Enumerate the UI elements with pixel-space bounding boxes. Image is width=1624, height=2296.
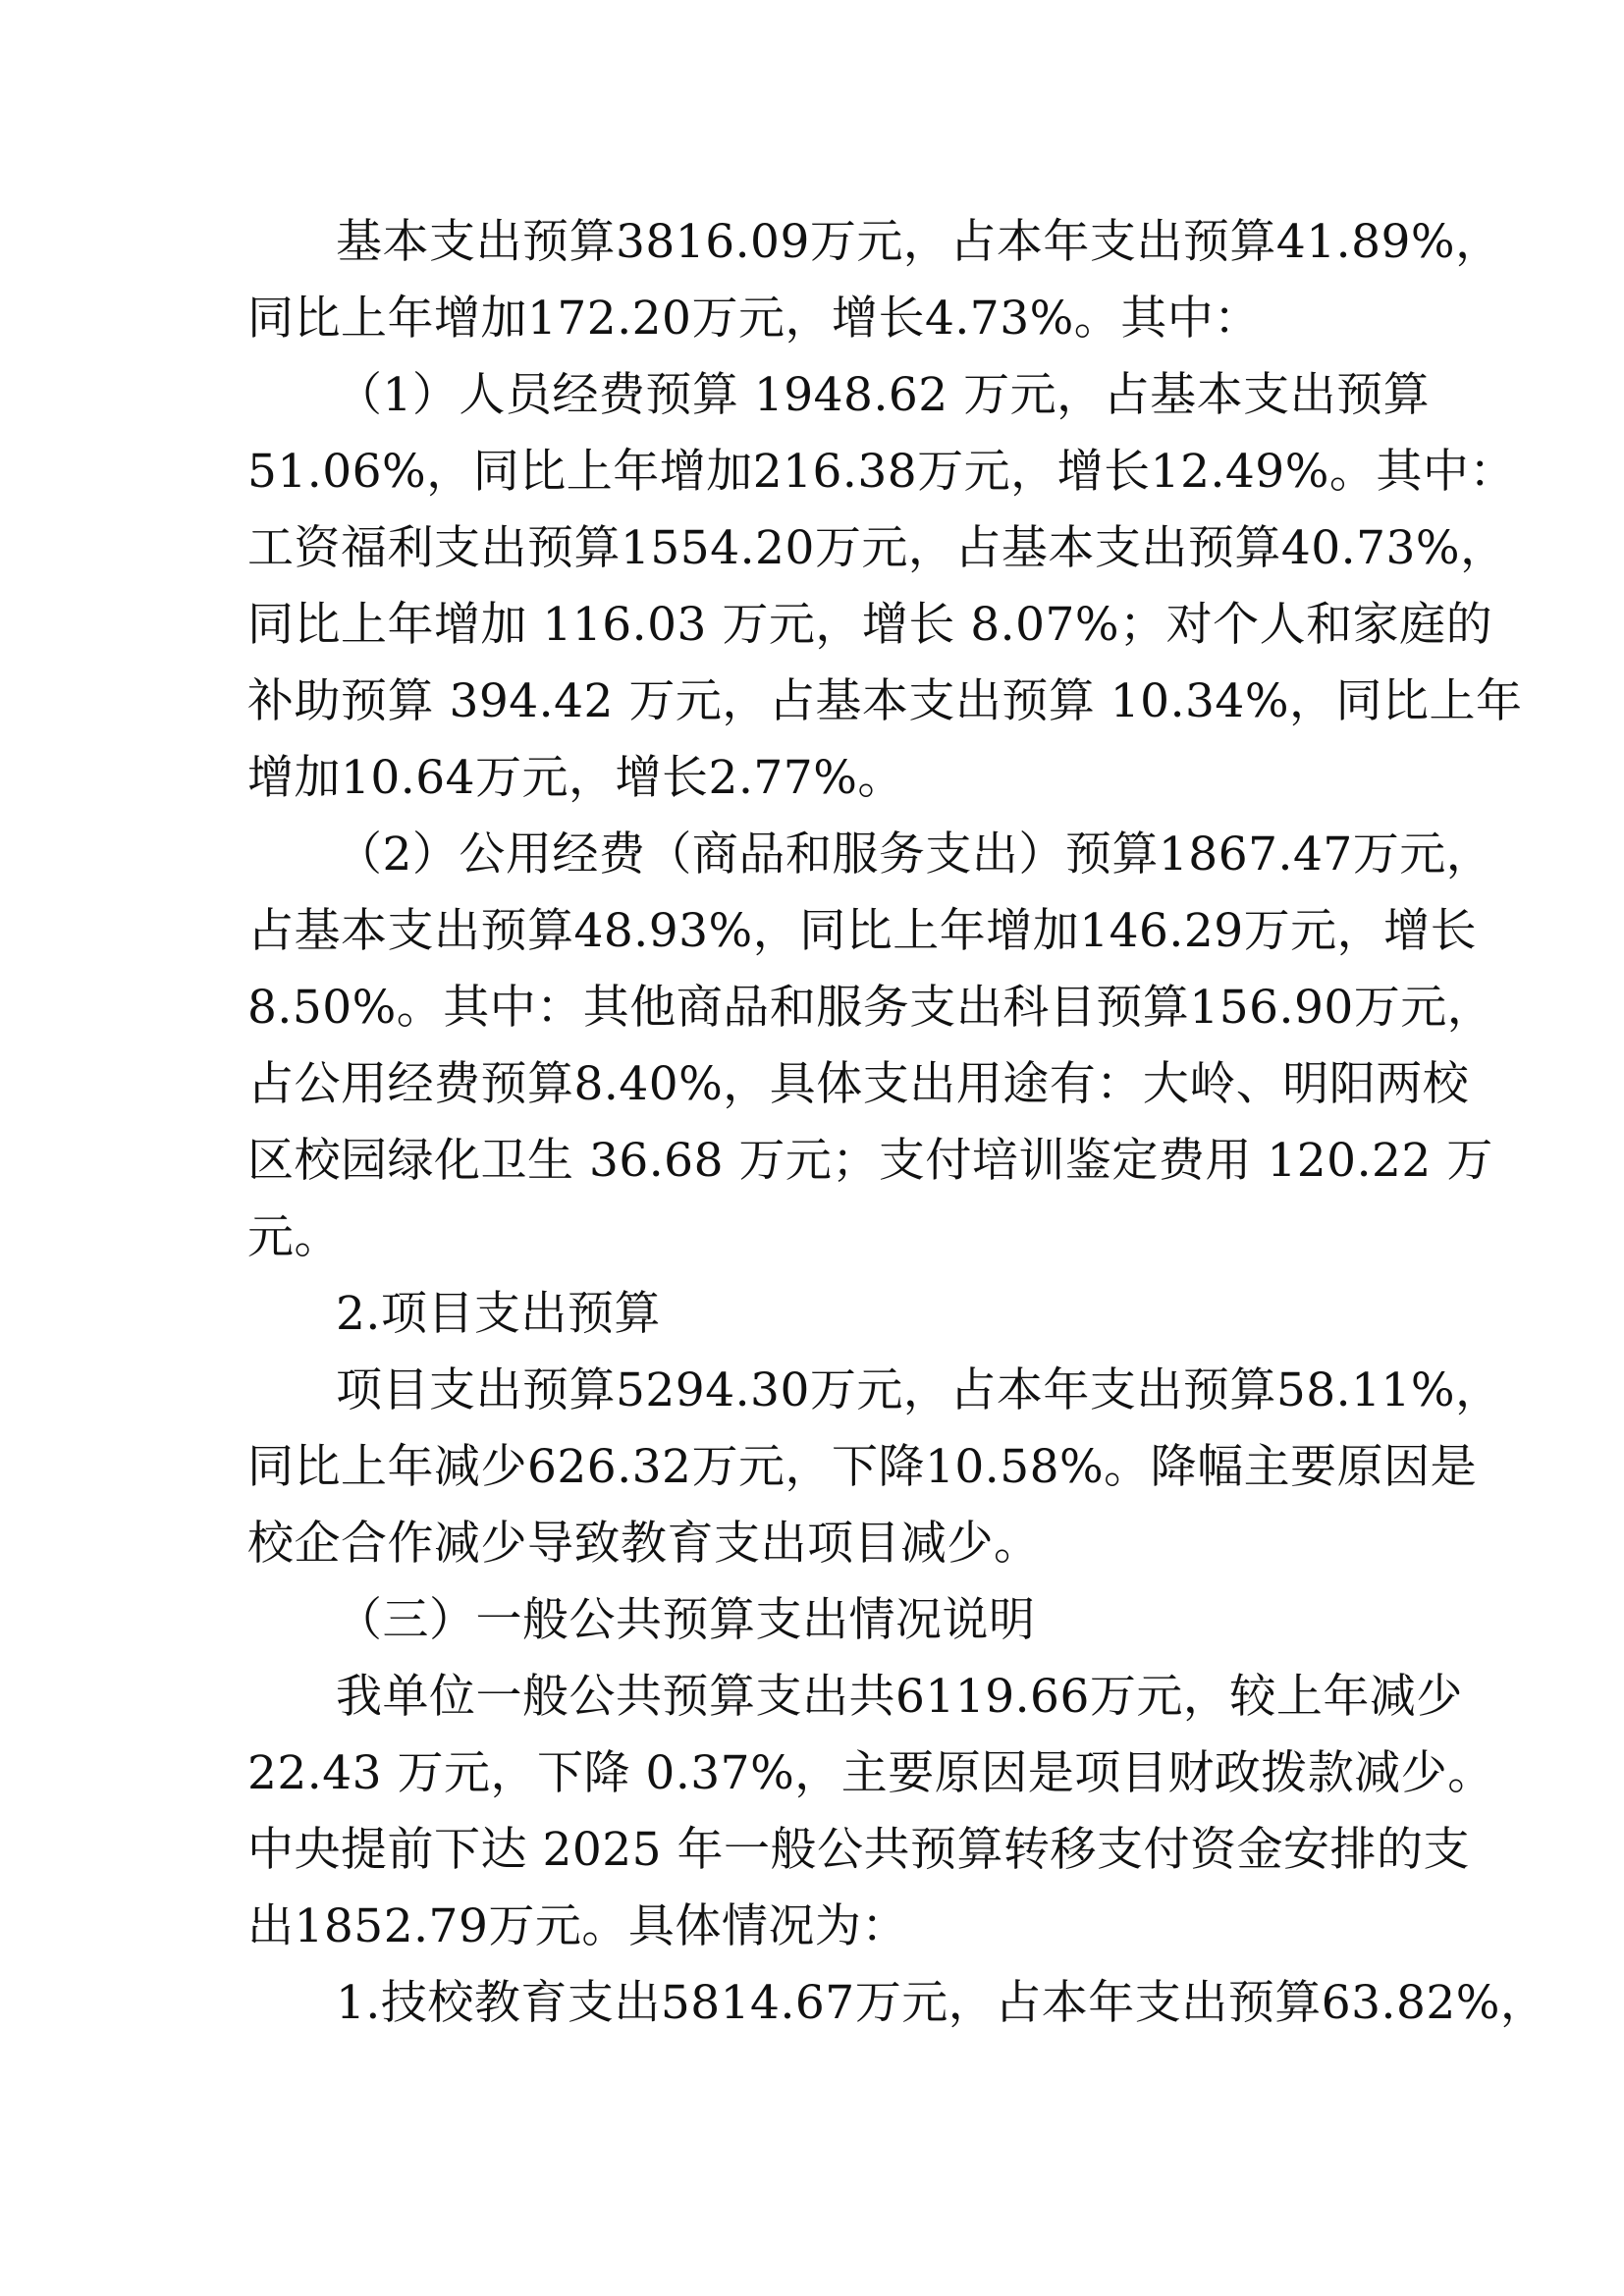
paragraph-line: 增加10.64万元，增长2.77%。 [247, 751, 904, 805]
paragraph-line: 区校园绿化卫生 36.68 万元；支付培训鉴定费用 120.22 万 [247, 1134, 1493, 1188]
paragraph-line: 补助预算 394.42 万元，占基本支出预算 10.34%，同比上年 [247, 674, 1523, 728]
paragraph-line: 同比上年增加172.20万元，增长4.73%。其中： [247, 292, 1261, 346]
paragraph-line: 出1852.79万元。具体情况为： [247, 1899, 908, 1953]
paragraph-line: （2）公用经费（商品和服务支出）预算1867.47万元， [336, 828, 1493, 881]
paragraph-line: 占基本支出预算48.93%，同比上年增加146.29万元，增长 [247, 904, 1478, 958]
paragraph-line: 项目支出预算5294.30万元，占本年支出预算58.11%， [336, 1363, 1502, 1417]
paragraph-line: 占公用经费预算8.40%，具体支出用途有：大岭、明阳两校 [247, 1057, 1470, 1111]
paragraph-line: 22.43 万元，下降 0.37%，主要原因是项目财政拨款减少。 [247, 1746, 1494, 1800]
paragraph-line: （1）人员经费预算 1948.62 万元，占基本支出预算 [336, 368, 1431, 422]
paragraph-line: 中央提前下达 2025 年一般公共预算转移支付资金安排的支 [247, 1823, 1470, 1877]
paragraph-line: 校企合作减少导致教育支出项目减少。 [247, 1517, 1041, 1571]
paragraph-line: 基本支出预算3816.09万元，占本年支出预算41.89%， [336, 215, 1502, 269]
section-heading: （三）一般公共预算支出情况说明 [336, 1593, 1036, 1647]
paragraph-line: 同比上年增加 116.03 万元，增长 8.07%；对个人和家庭的 [247, 598, 1493, 652]
paragraph-line: 元。 [247, 1210, 341, 1264]
section-heading: 2.项目支出预算 [336, 1287, 661, 1341]
paragraph-line: 同比上年减少626.32万元，下降10.58%。降幅主要原因是 [247, 1440, 1478, 1494]
paragraph-line: 工资福利支出预算1554.20万元，占基本支出预算40.73%， [247, 521, 1507, 575]
paragraph-line: 8.50%。其中：其他商品和服务支出科目预算156.90万元， [247, 981, 1494, 1035]
paragraph-line: 51.06%，同比上年增加216.38万元，增长12.49%。其中： [247, 445, 1516, 499]
paragraph-line: 我单位一般公共预算支出共6119.66万元，较上年减少 [336, 1670, 1463, 1724]
document-page [247, 204, 1547, 2042]
paragraph-line: 1.技校教育支出5814.67万元，占本年支出预算63.82%， [336, 1976, 1547, 2030]
